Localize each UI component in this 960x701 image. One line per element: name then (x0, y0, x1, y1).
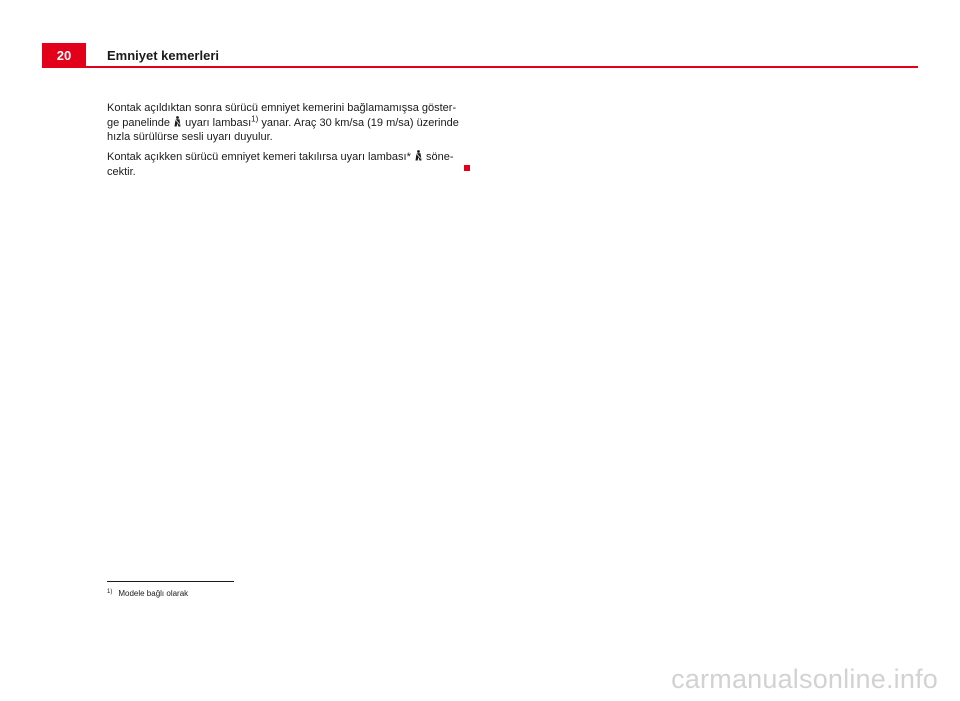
footnote-mark: 1) (107, 589, 113, 595)
p2-text-before-icon: Kontak açıkken sürücü emniyet kemeri takılırsa uyarı lambası* (107, 151, 411, 163)
watermark: carmanualsonline.info (671, 664, 938, 694)
p1-text-after-icon: uyarı lambası (185, 116, 252, 129)
section-title: Emniyet kemerleri (107, 48, 220, 63)
footnote (107, 589, 188, 598)
page-number (42, 43, 86, 67)
p2-text-after-icon: söne-cektir. (107, 151, 454, 178)
footnote-text: Modele bağlı olarak (118, 589, 189, 598)
footnote-rule (107, 581, 234, 582)
header-rule (42, 66, 918, 68)
section-end-marker (464, 165, 470, 171)
paragraph-belt-fastened (107, 150, 467, 179)
footnote-ref[interactable]: 1) (251, 113, 259, 123)
page-number-label: 20 (56, 47, 72, 63)
p1-text-before-icon: Kontak açıldıktan sonra sürücü emniyet kemerini bağlamamışsa göster-ge panelinde (107, 102, 457, 129)
seatbelt-warning-icon (415, 150, 422, 161)
seatbelt-warning-icon (174, 116, 181, 127)
paragraph-belt-warning (107, 101, 467, 145)
p1-text-end: yanar. Araç 30 km/sa (19 m/sa) üzerinde hızla sürülürse sesli uyarı duyulur. (107, 116, 459, 143)
